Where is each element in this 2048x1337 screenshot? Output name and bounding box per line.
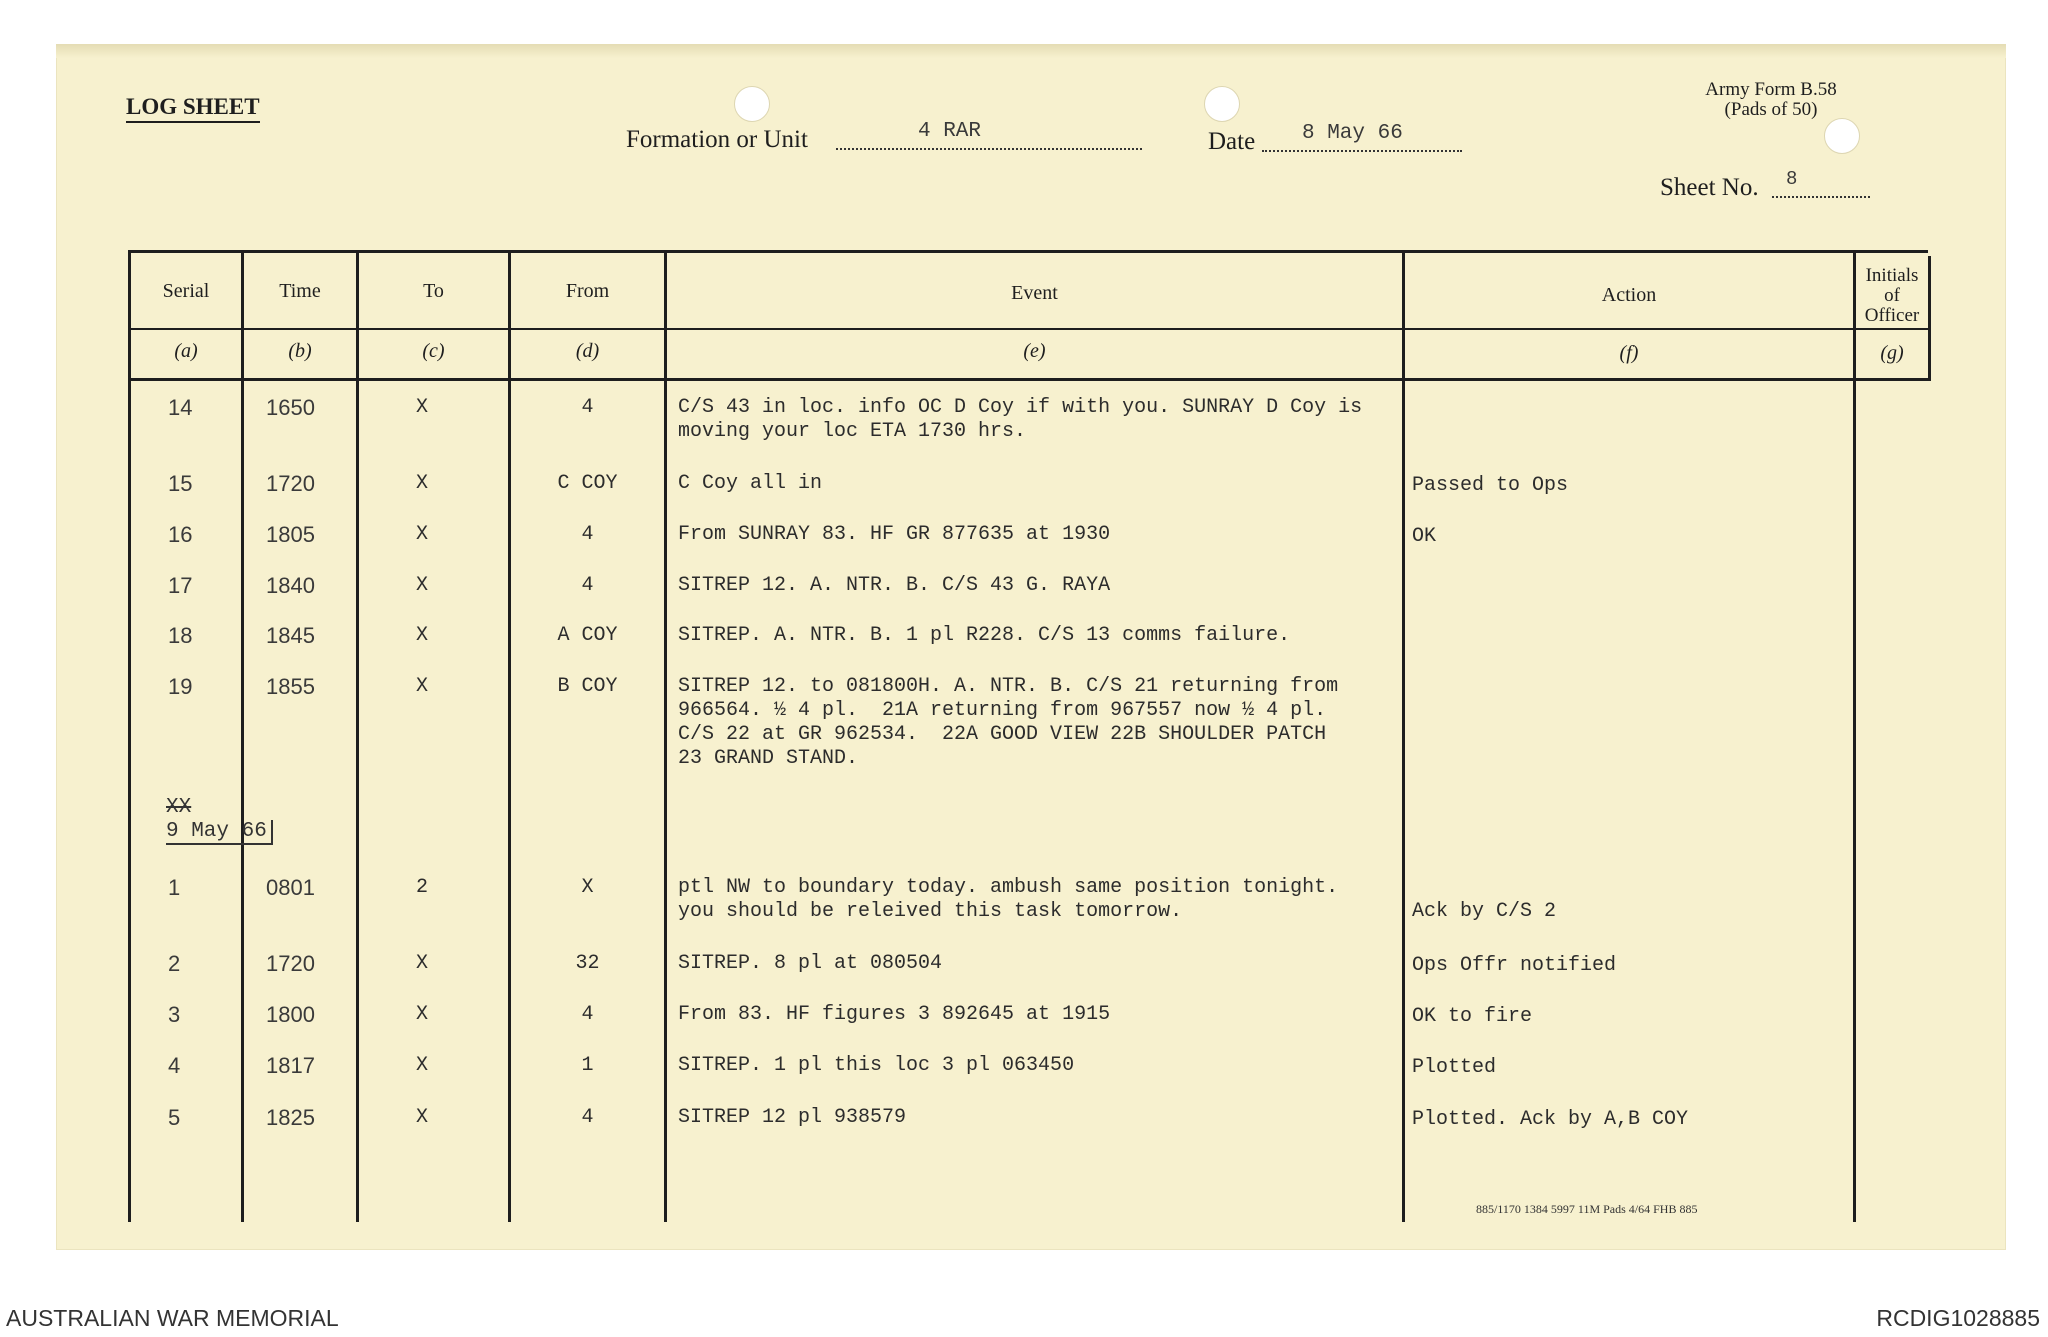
cell-event: ptl NW to boundary today. ambush same position tonight. you should be releived this task tomorrow. <box>678 876 1339 923</box>
cell-event: From 83. HF figures 3 892645 at 1915 <box>678 1003 1111 1026</box>
cell-event: C/S 43 in loc. info OC D Coy if with you. SUNRAY D Coy is moving your loc ETA 1730 hrs. <box>678 396 1363 443</box>
cell-time: 1800 <box>266 1002 315 1027</box>
unit-label: Formation or Unit <box>626 126 808 153</box>
header-divider <box>128 328 1928 330</box>
column-header-serial: Serial <box>162 280 210 302</box>
cell-to: X <box>416 574 429 597</box>
cell-from: X <box>581 876 594 899</box>
column-sub-f: (f) <box>1619 342 1639 364</box>
date-underline <box>1262 150 1462 152</box>
column-line <box>241 250 244 1222</box>
punch-hole <box>734 86 770 122</box>
column-sub-g: (g) <box>1880 342 1904 364</box>
cell-to: X <box>416 624 429 647</box>
cell-time: 1855 <box>266 674 315 699</box>
cell-serial: 18 <box>168 623 193 648</box>
column-sub-b: (b) <box>288 340 312 362</box>
cell-action: Plotted <box>1412 1056 1497 1079</box>
cell-from: 4 <box>581 1003 594 1026</box>
cell-from: 4 <box>581 574 594 597</box>
cell-from: C COY <box>557 472 618 495</box>
cell-from: B COY <box>557 675 618 698</box>
column-line <box>128 250 131 1222</box>
sheet-underline <box>1772 196 1870 198</box>
date-value: 8 May 66 <box>1302 122 1403 145</box>
column-sub-c: (c) <box>422 340 445 362</box>
cell-from: 4 <box>581 523 594 546</box>
print-code: 885/1170 1384 5997 11M Pads 4/64 FHB 885 <box>1476 1202 1698 1216</box>
form-name: Army Form B.58 <box>1705 79 1837 100</box>
struck-date-marker: XX <box>166 796 192 819</box>
column-header-to: To <box>423 280 444 302</box>
sheet-number-value: 8 <box>1786 168 1798 190</box>
cell-from: 32 <box>575 952 600 975</box>
column-sub-d: (d) <box>575 340 600 362</box>
cell-serial: 15 <box>168 471 193 496</box>
cell-event: SITREP 12. A. NTR. B. C/S 43 G. RAYA <box>678 574 1111 597</box>
column-header-action: Action <box>1601 284 1657 306</box>
army-form-label <box>1696 80 1846 120</box>
cell-time: 1817 <box>266 1053 315 1078</box>
sheet-number-label: Sheet No. <box>1660 174 1759 201</box>
cell-event: C Coy all in <box>678 472 823 495</box>
cell-action: Ack by C/S 2 <box>1412 900 1557 923</box>
column-line <box>1853 250 1856 1222</box>
column-sub-a: (a) <box>174 340 198 362</box>
cell-serial: 5 <box>168 1105 181 1130</box>
cell-to: X <box>416 952 429 975</box>
column-header-event: Event <box>1011 282 1058 304</box>
cell-to: X <box>416 396 429 419</box>
cell-time: 1825 <box>266 1105 315 1130</box>
column-sub-e: (e) <box>1023 340 1046 362</box>
cell-serial: 14 <box>168 395 193 420</box>
cell-to: 2 <box>416 876 429 899</box>
cell-time: 0801 <box>266 875 315 900</box>
cell-time: 1805 <box>266 522 315 547</box>
subheader-divider <box>128 378 1928 381</box>
cell-serial: 17 <box>168 573 193 598</box>
punch-hole <box>1824 118 1860 154</box>
date-break: 9 May 66 <box>166 820 273 845</box>
date-label: Date <box>1208 128 1256 155</box>
cell-time: 1840 <box>266 573 315 598</box>
column-header-from: From <box>565 280 610 302</box>
cell-to: X <box>416 675 429 698</box>
cell-action: Ops Offr notified <box>1412 954 1617 977</box>
cell-event: SITREP. 1 pl this loc 3 pl 063450 <box>678 1054 1075 1077</box>
column-line <box>664 250 667 1222</box>
cell-action: Plotted. Ack by A,B COY <box>1412 1108 1689 1131</box>
cell-from: 4 <box>581 396 594 419</box>
cell-serial: 4 <box>168 1053 181 1078</box>
column-line <box>1928 256 1931 381</box>
log-sheet-document <box>56 44 2006 1250</box>
cell-to: X <box>416 472 429 495</box>
paper-top-edge <box>56 44 2006 58</box>
cell-action: OK to fire <box>1412 1005 1533 1028</box>
footer-institution: AUSTRALIAN WAR MEMORIAL <box>6 1305 339 1331</box>
cell-event: SITREP 12 pl 938579 <box>678 1106 907 1129</box>
cell-serial: 2 <box>168 951 181 976</box>
cell-serial: 3 <box>168 1002 181 1027</box>
cell-to: X <box>416 1054 429 1077</box>
cell-time: 1845 <box>266 623 315 648</box>
cell-serial: 16 <box>168 522 193 547</box>
cell-time: 1720 <box>266 951 315 976</box>
cell-time: 1650 <box>266 395 315 420</box>
cell-from: 4 <box>581 1106 594 1129</box>
column-line <box>1402 250 1405 1222</box>
cell-serial: 1 <box>168 875 181 900</box>
unit-underline <box>836 148 1142 150</box>
cell-to: X <box>416 1106 429 1129</box>
column-header-initials: Initials of Officer <box>1864 265 1920 326</box>
cell-event: SITREP. 8 pl at 080504 <box>678 952 943 975</box>
cell-event: SITREP 12. to 081800H. A. NTR. B. C/S 21 returning from 966564. ½ 4 pl. 21A returning from 967557 now ½ 4 pl. C/S 22 at GR 962534. 22A GOOD VIEW 22B SHOULDER PATCH 23 GRAND STAND. <box>678 675 1339 770</box>
cell-serial: 19 <box>168 674 193 699</box>
punch-hole <box>1204 86 1240 122</box>
form-pads: (Pads of 50) <box>1724 99 1818 120</box>
table-top-border <box>128 250 1928 253</box>
footer-record-id: RCDIG1028885 <box>1876 1305 2040 1331</box>
cell-action: OK <box>1412 525 1437 548</box>
cell-event: SITREP. A. NTR. B. 1 pl R228. C/S 13 comms failure. <box>678 624 1291 647</box>
cell-time: 1720 <box>266 471 315 496</box>
cell-to: X <box>416 523 429 546</box>
unit-value: 4 RAR <box>918 120 982 143</box>
cell-from: 1 <box>581 1054 594 1077</box>
column-header-time: Time <box>279 280 321 302</box>
cell-action: Passed to Ops <box>1412 474 1569 497</box>
cell-event: From SUNRAY 83. HF GR 877635 at 1930 <box>678 523 1111 546</box>
column-line <box>356 250 359 1222</box>
cell-to: X <box>416 1003 429 1026</box>
document-title: LOG SHEET <box>126 94 260 123</box>
cell-from: A COY <box>557 624 618 647</box>
